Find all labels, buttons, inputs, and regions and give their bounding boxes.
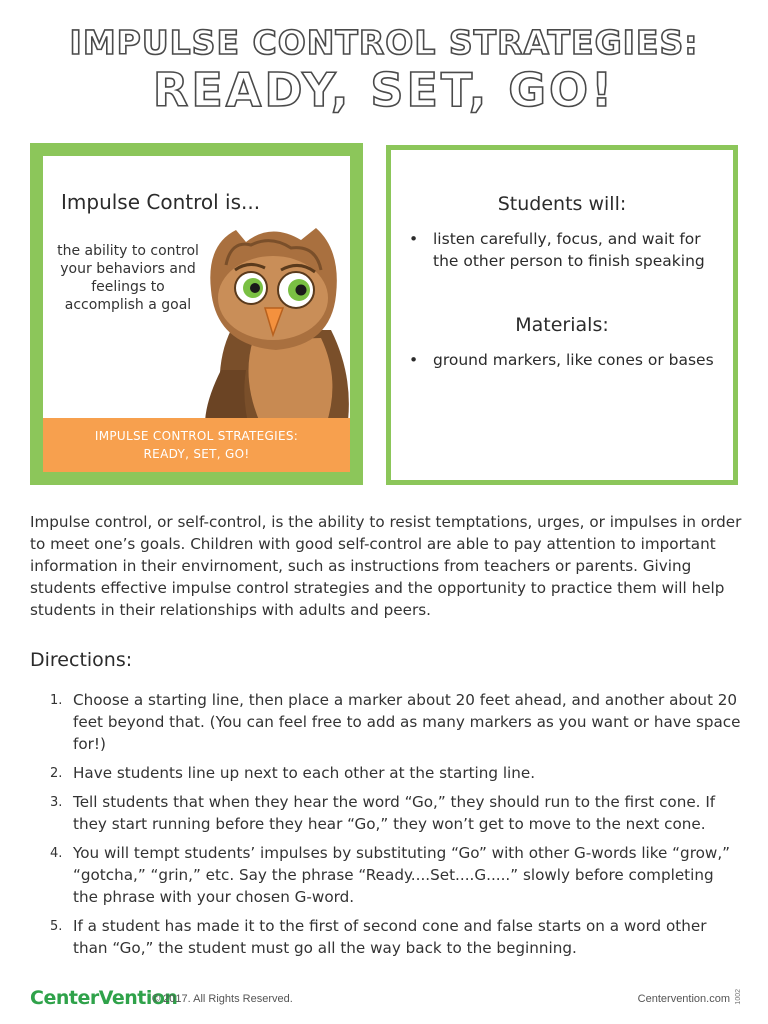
students-will-heading: Students will:	[497, 193, 627, 215]
impulse-control-card-inner	[43, 156, 350, 472]
site-link[interactable]: Centervention.com	[637, 993, 730, 1005]
title-line-2: READY, SET, GO!	[152, 63, 616, 117]
intro-paragraph: Impulse control, or self-control, is the ability to resist temptations, urges, or impulses in order to meet one’s goals. Children with good self-control are able to pay attention to important information in their envirnoment, such as instructions from teachers or parents. Giving students effective impulse control strategies and the opportunity to practice them will help students in their relationships with adults and peers.	[30, 513, 742, 619]
page-title	[0, 23, 768, 117]
impulse-control-card	[30, 143, 363, 485]
banner-line-1: IMPULSE CONTROL STRATEGIES:	[94, 429, 299, 443]
list-item: • ground markers, like cones or bases	[409, 351, 714, 369]
list-item: • listen carefully, focus, and wait for the other person to finish speaking	[409, 230, 705, 270]
banner-line-2: READY, SET, GO!	[143, 447, 250, 461]
owl-mascot-icon	[191, 220, 350, 440]
list-item: 3. Tell students that when they hear the word “Go,” they should run to the first cone. If they start running before they hear “Go,” they won’t get to move to the next cone.	[50, 793, 716, 833]
bullet-icon: •	[409, 230, 419, 248]
impulse-control-definition: the ability to control your behaviors and feelings to accomplish a goal	[57, 243, 199, 313]
directions-heading: Directions:	[30, 649, 133, 671]
materials-heading: Materials:	[515, 314, 609, 336]
centervention-logo: CenterVention	[30, 987, 178, 1009]
impulse-control-heading: Impulse Control is...	[61, 190, 261, 214]
objectives-card	[386, 145, 738, 485]
title-line-1: IMPULSE CONTROL STRATEGIES:	[69, 23, 699, 62]
list-item: 2. Have students line up next to each other at the starting line.	[50, 764, 536, 782]
copyright-text: © 2017. All Rights Reserved.	[152, 993, 293, 1005]
directions-list	[30, 689, 742, 966]
materials-list	[407, 349, 727, 371]
document-code: 1002	[735, 989, 742, 1005]
list-item: 4. You will tempt students’ impulses by substituting “Go” with other G-words like “grow,” “gotcha,” “grin,” etc. Say the phrase “Ready....Set....G.....” slowly before completing the phrase with your chosen G-word.	[50, 844, 731, 906]
list-item: 1. Choose a starting line, then place a marker about 20 feet ahead, and another about 20 feet beyond that. (You can feel free to add as many markers as you want or have space for!)	[50, 691, 741, 753]
students-will-list	[407, 228, 727, 272]
strategy-banner	[43, 418, 350, 472]
bullet-icon: •	[409, 351, 419, 369]
page-footer	[30, 987, 742, 1013]
list-item: 5. If a student has made it to the first of second cone and false starts on a word other than “Go,” the student must go all the way back to the beginning.	[50, 917, 707, 957]
